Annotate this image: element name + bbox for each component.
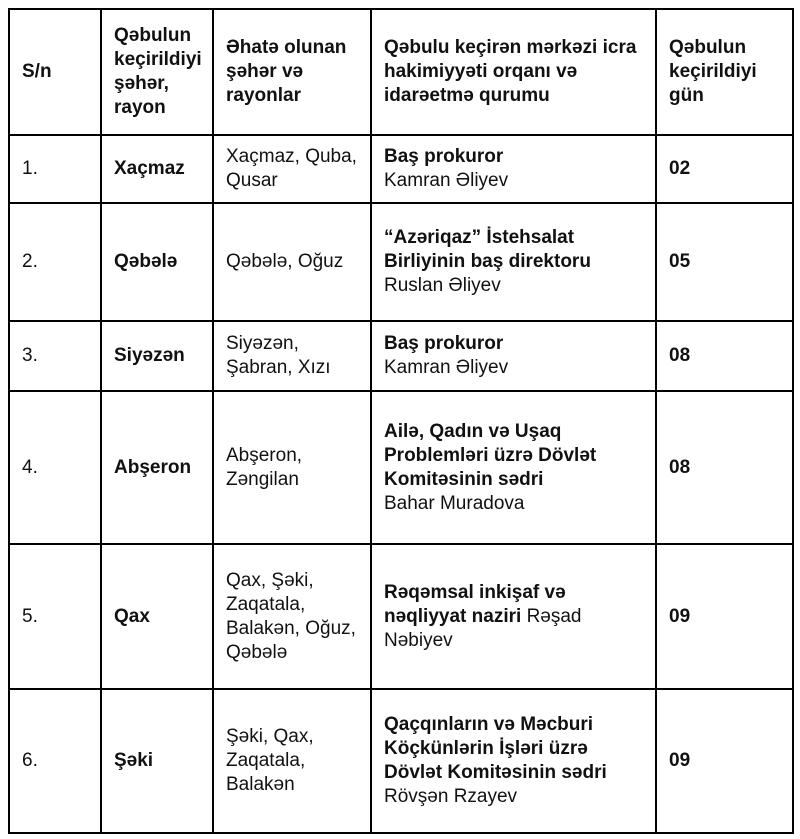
reception-day: 09 — [656, 689, 793, 833]
reception-city: Qax — [101, 544, 213, 689]
reception-city: Abşeron — [101, 391, 213, 544]
covered-regions: Şəki, Qax, Zaqatala, Balakən — [213, 689, 371, 833]
official-name: Kamran Əliyev — [384, 170, 509, 191]
reception-city: Şəki — [101, 689, 213, 833]
reception-day: 02 — [656, 135, 793, 203]
column-header-sn: S/n — [9, 9, 101, 135]
official-title: “Azəriqaz” İstehsalat Birliyinin baş direktoru — [384, 227, 591, 272]
table-header-row — [9, 9, 793, 135]
column-header-day: Qəbulun keçirildiyi gün — [656, 9, 793, 135]
row-number: 5. — [9, 544, 101, 689]
official-title: Rəqəmsal inkişaf və nəqliyyat naziri — [384, 581, 566, 627]
reception-city: Siyəzən — [101, 321, 213, 391]
official-name: Ruslan Əliyev — [384, 275, 501, 296]
official-name: Kamran Əliyev — [384, 357, 509, 378]
covered-regions: Qax, Şəki, Zaqatala, Balakən, Oğuz, Qəbələ — [213, 544, 371, 689]
row-number: 2. — [9, 203, 101, 321]
official-title: Qaçqınların və Məcburi Köçkünlərin İşləri üzrə Dövlət Komitəsinin sədri — [384, 714, 607, 783]
row-number: 1. — [9, 135, 101, 203]
column-header-city: Qəbulun keçirildiyi şəhər, rayon — [101, 9, 213, 135]
reception-schedule-table — [8, 8, 794, 834]
covered-regions: Abşeron, Zəngilan — [213, 391, 371, 544]
reception-city: Xaçmaz — [101, 135, 213, 203]
official-name: Rəşad Nəbiyev — [384, 605, 582, 651]
official-cell — [371, 391, 656, 544]
covered-regions: Qəbələ, Oğuz — [213, 203, 371, 321]
official-cell — [371, 544, 656, 689]
row-number: 6. — [9, 689, 101, 833]
table-row — [9, 544, 793, 689]
reception-city: Qəbələ — [101, 203, 213, 321]
official-name: Rövşən Rzayev — [384, 786, 518, 807]
reception-day: 08 — [656, 391, 793, 544]
table-row — [9, 203, 793, 321]
official-title: Baş prokuror — [384, 333, 504, 354]
official-cell — [371, 321, 656, 391]
column-header-org: Qəbulu keçirən mərkəzi icra hakimiyyəti orqanı və idarəetmə qurumu — [371, 9, 656, 135]
covered-regions: Xaçmaz, Quba, Qusar — [213, 135, 371, 203]
column-header-covered: Əhatə olunan şəhər və rayonlar — [213, 9, 371, 135]
reception-day: 05 — [656, 203, 793, 321]
official-cell — [371, 689, 656, 833]
row-number: 4. — [9, 391, 101, 544]
covered-regions: Siyəzən, Şabran, Xızı — [213, 321, 371, 391]
table-row — [9, 321, 793, 391]
row-number: 3. — [9, 321, 101, 391]
official-cell — [371, 203, 656, 321]
reception-day: 09 — [656, 544, 793, 689]
official-title: Ailə, Qadın və Uşaq Problemləri üzrə Dövlət Komitəsinin sədri — [384, 420, 597, 490]
official-cell — [371, 135, 656, 203]
table-row — [9, 135, 793, 203]
table-row — [9, 391, 793, 544]
table-row — [9, 689, 793, 833]
official-name: Bahar Muradova — [384, 492, 525, 514]
official-title: Baş prokuror — [384, 146, 504, 167]
reception-day: 08 — [656, 321, 793, 391]
